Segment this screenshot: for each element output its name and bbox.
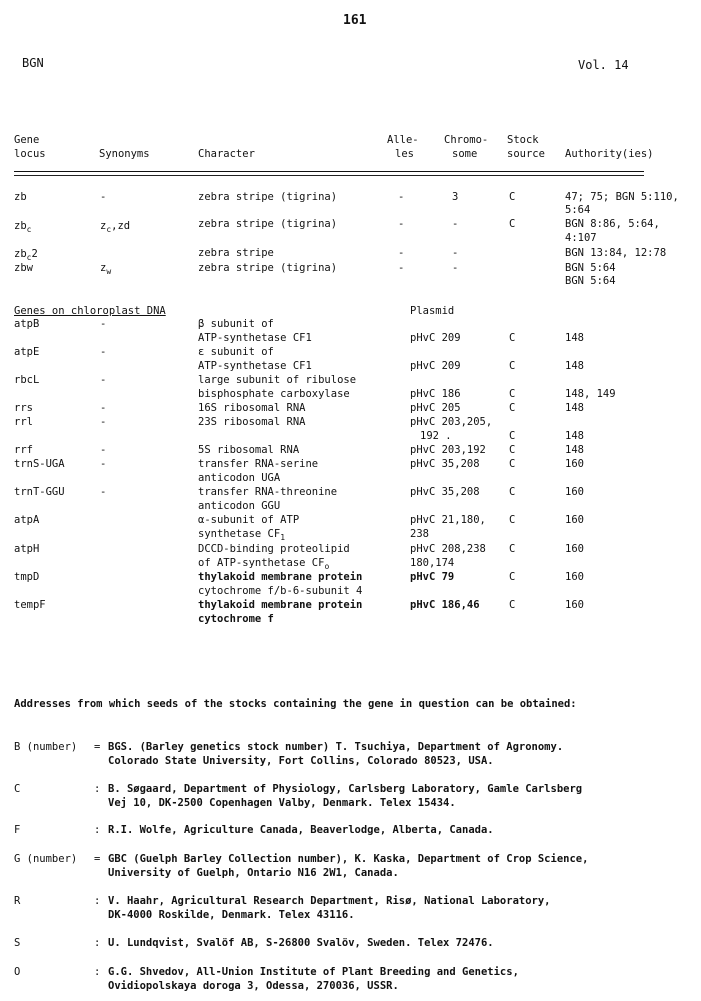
row-authority: 4:107 <box>565 232 597 244</box>
address-code: G (number) <box>14 853 78 865</box>
row-authority: 5:64 <box>565 204 591 216</box>
plasmid-heading: Plasmid <box>410 305 455 317</box>
cp-character: thylakoid membrane protein <box>198 599 363 611</box>
address-separator: : <box>94 895 101 907</box>
cp-plasmid: pHvC 208,238 <box>410 543 486 555</box>
cp-locus: tempF <box>14 599 46 611</box>
cp-character: ATP-synthetase CF1 <box>198 360 312 372</box>
row-chromosome: - <box>452 262 459 274</box>
row-character: zebra stripe (tigrina) <box>198 218 338 230</box>
row-authority: BGN 8:86, 5:64, <box>565 218 660 230</box>
row-alleles: - <box>398 218 405 230</box>
cp-character: large subunit of ribulose <box>198 374 357 386</box>
page-number: 161 <box>343 13 367 28</box>
col-gene-locus-2: locus <box>14 148 46 160</box>
cp-plasmid: pHvC 186 <box>410 388 461 400</box>
row-source: C <box>509 191 516 203</box>
row-synonym: $z_c,zd$ <box>100 220 131 235</box>
cp-character: transfer RNA-serine <box>198 458 319 470</box>
col-stock-source-2: source <box>507 148 545 160</box>
cp-source: C <box>509 514 516 526</box>
row-character: zebra stripe <box>198 247 274 259</box>
cp-character: transfer RNA-threonine <box>198 486 338 498</box>
cp-synonym: - <box>100 318 107 330</box>
cp-plasmid: pHvC 209 <box>410 332 461 344</box>
cp-source: C <box>509 444 516 456</box>
row-locus: zb <box>14 191 27 203</box>
address-line: V. Haahr, Agricultural Research Department, Risø, National Laboratory, <box>108 895 551 907</box>
cp-character: β subunit of <box>198 318 274 330</box>
cp-character: synthetase $CF_1$ <box>198 528 286 543</box>
col-alleles-2: les <box>395 148 414 160</box>
cp-source: C <box>509 332 516 344</box>
cp-authority: 160 <box>565 599 584 611</box>
cp-plasmid: pHvC 205 <box>410 402 461 414</box>
cp-locus: trnT-GGU <box>14 486 65 498</box>
row-alleles: - <box>398 191 405 203</box>
row-chromosome: - <box>452 218 459 230</box>
header-rule-2 <box>14 175 644 176</box>
cp-source: C <box>509 486 516 498</box>
row-alleles: - <box>398 247 405 259</box>
cp-character: cytochrome f/b-6-subunit 4 <box>198 585 363 597</box>
cp-plasmid: pHvC 35,208 <box>410 486 480 498</box>
address-separator: : <box>94 966 101 978</box>
cp-source: C <box>509 571 516 583</box>
cp-plasmid: 180,174 <box>410 557 455 569</box>
address-line: G.G. Shvedov, All-Union Institute of Plant Breeding and Genetics, <box>108 966 519 978</box>
cp-authority: 160 <box>565 514 584 526</box>
row-authority: 47; 75; BGN 5:110, <box>565 191 679 203</box>
address-code: F <box>14 824 21 836</box>
address-code: R <box>14 895 21 907</box>
cp-plasmid: pHvC 203,205, <box>410 416 493 428</box>
cp-locus: rbcL <box>14 374 40 386</box>
row-authority: BGN 5:64 <box>565 262 616 274</box>
cp-plasmid: pHvC 35,208 <box>410 458 480 470</box>
address-line: GBC (Guelph Barley Collection number), K. Kaska, Department of Crop Science, <box>108 853 589 865</box>
row-chromosome: - <box>452 247 459 259</box>
cp-authority: 160 <box>565 543 584 555</box>
journal-name: BGN <box>22 56 44 70</box>
col-chromosome-1: Chromo- <box>444 134 489 146</box>
row-authority: BGN 13:84, 12:78 <box>565 247 667 259</box>
address-line: R.I. Wolfe, Agriculture Canada, Beaverlodge, Alberta, Canada. <box>108 824 494 836</box>
row-synonym: $z_w$ <box>100 262 112 277</box>
address-line: DK-4000 Roskilde, Denmark. Telex 43116. <box>108 909 355 921</box>
addresses-intro: Addresses from which seeds of the stocks containing the gene in question can be obtained: <box>14 698 577 710</box>
cp-authority: 160 <box>565 458 584 470</box>
header-rule <box>14 171 644 172</box>
cp-source: C <box>509 402 516 414</box>
address-line: Ovidiopolskaya doroga 3, Odessa, 270036, USSR. <box>108 980 399 992</box>
col-chromosome-2: some <box>452 148 478 160</box>
cp-character: ATP-synthetase CF1 <box>198 332 312 344</box>
cp-plasmid: pHvC 203,192 <box>410 444 486 456</box>
row-source: C <box>509 218 516 230</box>
row-character: zebra stripe (tigrina) <box>198 191 338 203</box>
cp-authority: 148 <box>565 430 584 442</box>
cp-authority: 148, 149 <box>565 388 616 400</box>
address-code: S <box>14 937 21 949</box>
cp-character: 5S ribosomal RNA <box>198 444 300 456</box>
address-line: Colorado State University, Fort Collins, Colorado 80523, USA. <box>108 755 494 767</box>
cp-locus: trnS-UGA <box>14 458 65 470</box>
address-separator: : <box>94 937 101 949</box>
cp-locus: atpH <box>14 543 40 555</box>
cp-synonym: - <box>100 458 107 470</box>
address-line: B. Søgaard, Department of Physiology, Carlsberg Laboratory, Gamle Carlsberg <box>108 783 583 795</box>
volume-label: Vol. 14 <box>578 58 629 72</box>
cp-character: thylakoid membrane protein <box>198 571 363 583</box>
row-locus: $zb_c$ <box>14 220 32 235</box>
col-character: Character <box>198 148 255 160</box>
col-gene-locus-1: Gene <box>14 134 40 146</box>
col-stock-source-1: Stock <box>507 134 539 146</box>
cp-plasmid: pHvC 186,46 <box>410 599 480 611</box>
cp-authority: 148 <box>565 402 584 414</box>
cp-character: ε subunit of <box>198 346 274 358</box>
cp-locus: atpB <box>14 318 40 330</box>
cp-plasmid: pHvC 21,180, <box>410 514 486 526</box>
address-separator: : <box>94 783 101 795</box>
cp-synonym: - <box>100 444 107 456</box>
col-authority: Authority(ies) <box>565 148 654 160</box>
cp-plasmid: pHvC 209 <box>410 360 461 372</box>
cp-locus: rrf <box>14 444 33 456</box>
cp-plasmid: 238 <box>410 528 429 540</box>
cp-locus: atpE <box>14 346 40 358</box>
cp-character: 23S ribosomal RNA <box>198 416 306 428</box>
address-separator: = <box>94 853 101 865</box>
address-line: U. Lundqvist, Svalöf AB, S-26800 Svalöv, Sweden. Telex 72476. <box>108 937 494 949</box>
cp-source: C <box>509 360 516 372</box>
cp-source: C <box>509 430 516 442</box>
cp-authority: 160 <box>565 486 584 498</box>
cp-locus: rrl <box>14 416 33 428</box>
cp-authority: 160 <box>565 571 584 583</box>
cp-character: 16S ribosomal RNA <box>198 402 306 414</box>
address-code: C <box>14 783 21 795</box>
cp-locus: atpA <box>14 514 40 526</box>
cp-character: bisphosphate carboxylase <box>198 388 350 400</box>
cp-character: cytochrome f <box>198 613 274 625</box>
row-locus: zbw <box>14 262 33 274</box>
cp-character: anticodon GGU <box>198 500 281 512</box>
cp-synonym: - <box>100 486 107 498</box>
row-chromosome: 3 <box>452 191 459 203</box>
col-alleles-1: Alle- <box>387 134 419 146</box>
cp-synonym: - <box>100 416 107 428</box>
cp-synonym: - <box>100 402 107 414</box>
cp-source: C <box>509 388 516 400</box>
cp-synonym: - <box>100 346 107 358</box>
cp-character: DCCD-binding proteolipid <box>198 543 350 555</box>
address-separator: = <box>94 741 101 753</box>
cp-character: anticodon UGA <box>198 472 281 484</box>
cp-plasmid: pHvC 79 <box>410 571 455 583</box>
row-locus: $zb_c2$ <box>14 248 38 263</box>
cp-source: C <box>509 599 516 611</box>
row-synonym: - <box>100 191 107 203</box>
cp-character: α-subunit of ATP <box>198 514 300 526</box>
address-line: BGS. (Barley genetics stock number) T. Tsuchiya, Department of Agronomy. <box>108 741 564 753</box>
cp-source: C <box>509 458 516 470</box>
cp-authority: 148 <box>565 360 584 372</box>
chloroplast-heading: Genes on chloroplast DNA <box>14 305 166 317</box>
cp-authority: 148 <box>565 332 584 344</box>
address-separator: : <box>94 824 101 836</box>
address-code: O <box>14 966 21 978</box>
cp-locus: tmpD <box>14 571 40 583</box>
row-character: zebra stripe (tigrina) <box>198 262 338 274</box>
address-code: B (number) <box>14 741 78 753</box>
col-synonyms: Synonyms <box>99 148 150 160</box>
row-alleles: - <box>398 262 405 274</box>
cp-authority: 148 <box>565 444 584 456</box>
cp-synonym: - <box>100 374 107 386</box>
address-line: University of Guelph, Ontario N16 2W1, Canada. <box>108 867 399 879</box>
cp-plasmid: 192 . <box>420 430 452 442</box>
address-line: Vej 10, DK-2500 Copenhagen Valby, Denmark. Telex 15434. <box>108 797 456 809</box>
cp-locus: rrs <box>14 402 33 414</box>
cp-source: C <box>509 543 516 555</box>
cp-character: of ATP-synthetase $CF_o$ <box>198 557 330 572</box>
row-authority: BGN 5:64 <box>565 275 616 287</box>
